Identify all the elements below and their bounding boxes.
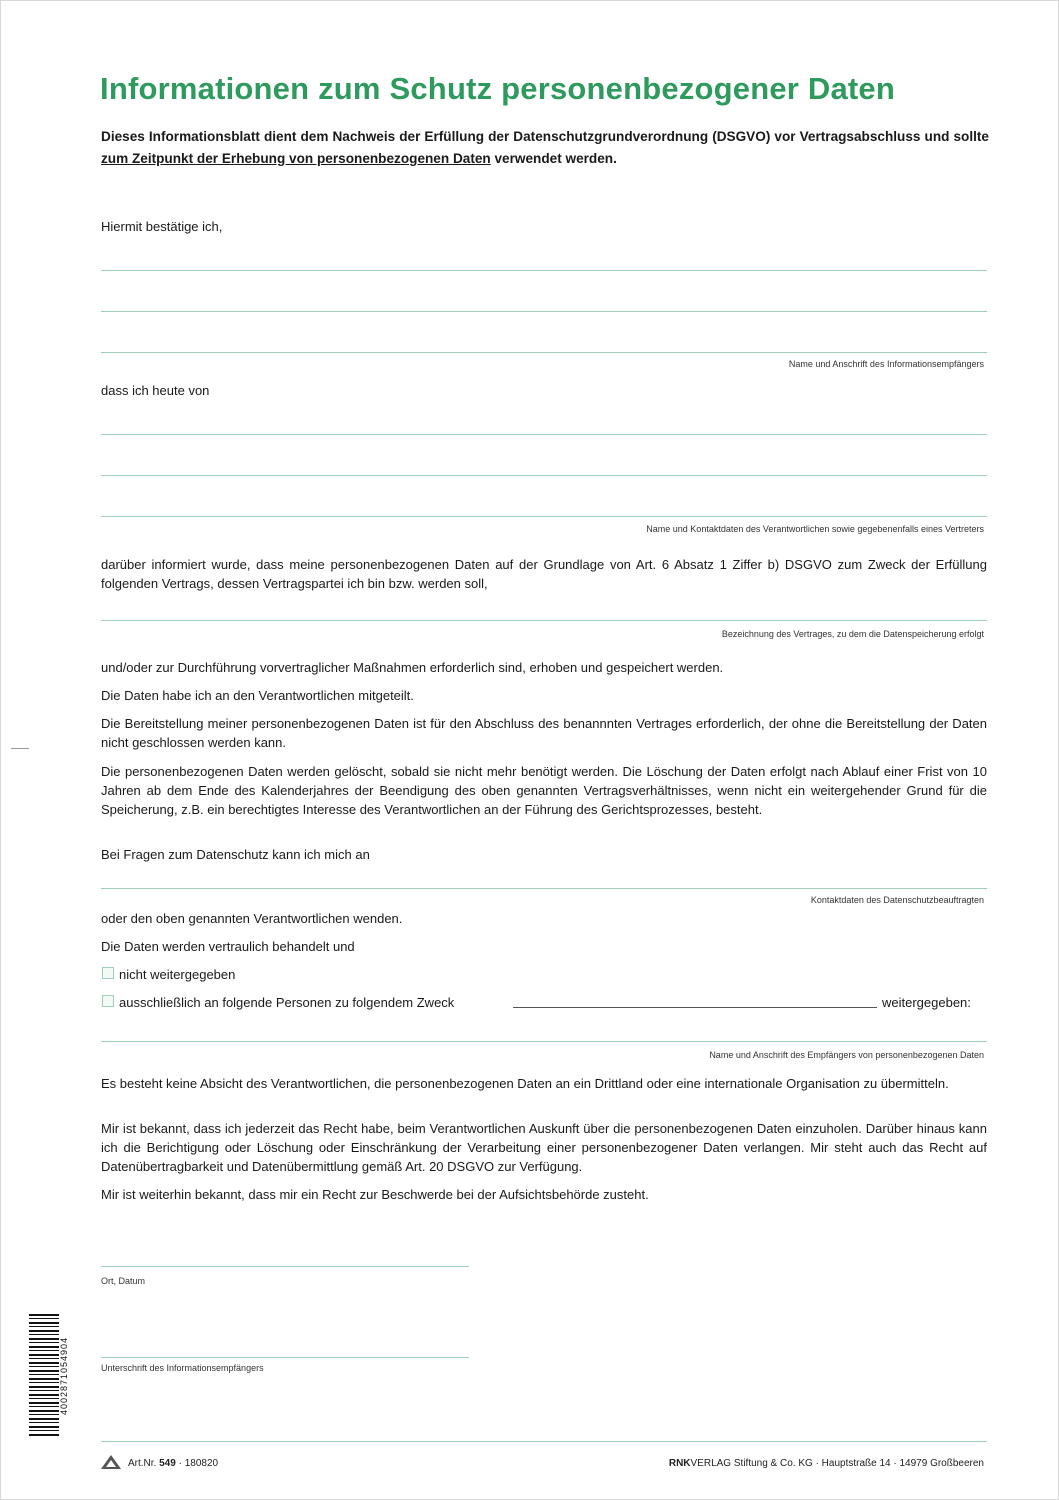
- page-title: Informationen zum Schutz personenbezogener Daten: [100, 71, 896, 106]
- third-party-line[interactable]: [101, 1041, 987, 1042]
- dpo-line[interactable]: [101, 888, 987, 889]
- questions-paragraph: Bei Fragen zum Datenschutz kann ich mich an: [101, 847, 370, 862]
- controller-line-2[interactable]: [101, 475, 987, 476]
- footer-rule: [101, 1441, 987, 1442]
- option-not-shared-checkbox[interactable]: [102, 967, 114, 979]
- controller-caption: Name und Kontaktdaten des Verantwortlichen sowie gegebenenfalls eines Vertreters: [646, 524, 984, 534]
- intro-paragraph: [101, 126, 989, 170]
- controller-line-3[interactable]: [101, 516, 987, 517]
- third-party-caption: Name und Anschrift des Empfängers von personenbezogenen Daten: [709, 1050, 984, 1060]
- confidential-paragraph: Die Daten werden vertraulich behandelt und: [101, 939, 355, 954]
- deletion-paragraph: Die personenbezogenen Daten werden gelöscht, sobald sie nicht mehr benötigt werden. Die Löschung der Daten erfolgt nach Ablauf einer Frist von 10 Jahren ab dem Ende des Kalenderjahres der Beendigung des oben genannten Vertragsverhältnisses, wenn nicht ein weitergehender Grund für die Speicherung, z.B. ein berechtigtes Interesse des Verantwortlichen an der Führung des Gerichtsprozesses, besteht.: [101, 764, 987, 817]
- controller-line-1[interactable]: [101, 434, 987, 435]
- article-number: 549: [159, 1458, 176, 1469]
- informed-paragraph: darüber informiert wurde, dass meine personenbezogenen Daten auf der Grundlage von Art. 6 Absatz 1 Ziffer b) DSGVO zum Zweck der Erfüllung folgenden Vertrags, dessen Vertragspartei ich bin bzw. werden soll,: [101, 557, 987, 591]
- option-not-shared-label: nicht weitergegeben: [119, 967, 236, 982]
- intro-text-underlined: zum Zeitpunkt der Erhebung von personenbezogenen Daten: [101, 151, 491, 166]
- third-country-paragraph: Es besteht keine Absicht des Verantwortlichen, die personenbezogenen Daten an ein Drittland oder eine internationale Organisation zu übermitteln.: [101, 1076, 949, 1091]
- option-shared-label: ausschließlich an folgende Personen zu folgendem Zweck: [119, 995, 455, 1010]
- purpose-input-line[interactable]: [513, 1007, 877, 1008]
- provision-paragraph: Die Bereitstellung meiner personenbezogenen Daten ist für den Abschluss des benannnten Vertrages erforderlich, der ohne die Bereitstellung der Daten nicht geschlossen werden kann.: [101, 716, 987, 750]
- article-code: 180820: [184, 1458, 219, 1469]
- article-label: Art.Nr.: [128, 1458, 157, 1469]
- place-date-line[interactable]: [101, 1266, 469, 1267]
- rights-paragraph: Mir ist bekannt, dass ich jederzeit das Recht habe, beim Verantwortlichen Auskunft über die personenbezogenen Daten einzuholen. Darüber hinaus kann ich die Berichtigung oder Löschung oder Einschränkung der Verarbeitung einer personenbezogener Daten verlangen. Mir steht auch das Recht auf Datenübertragbarkeit und Datenübermittlung gemäß Art. 20 DSGVO zur Verfügung.: [101, 1121, 987, 1174]
- or-controller-paragraph: oder den oben genannten Verantwortlichen wenden.: [101, 911, 403, 926]
- contract-line[interactable]: [101, 620, 987, 621]
- recipient-line-1[interactable]: [101, 270, 987, 271]
- recipient-line-3[interactable]: [101, 352, 987, 353]
- shared-paragraph: Die Daten habe ich an den Verantwortlichen mitgeteilt.: [101, 688, 414, 703]
- fold-mark: [11, 748, 29, 749]
- today-from-label: dass ich heute von: [101, 383, 210, 398]
- publisher-brand: RNK: [668, 1458, 691, 1469]
- recipient-line-2[interactable]: [101, 311, 987, 312]
- contract-caption: Bezeichnung des Vertrages, zu dem die Datenspeicherung erfolgt: [721, 629, 984, 639]
- intro-text-start: Dieses Informationsblatt dient dem Nachweis der Erfüllung der Datenschutzgrundverordnung (DSGVO) vor Vertragsabschluss und sollte: [101, 129, 989, 144]
- dpo-caption: Kontaktdaten des Datenschutzbeauftragten: [810, 895, 984, 905]
- publisher-info: [669, 1458, 984, 1469]
- option-shared-suffix: weitergegeben:: [882, 995, 971, 1010]
- place-date-caption: Ort, Datum: [101, 1276, 146, 1286]
- complaint-paragraph: Mir ist weiterhin bekannt, dass mir ein Recht zur Beschwerde bei der Aufsichtsbehörde zusteht.: [101, 1187, 649, 1202]
- option-shared-checkbox[interactable]: [102, 995, 114, 1007]
- intro-text-end: verwendet werden.: [490, 151, 617, 166]
- signature-line[interactable]: [101, 1357, 469, 1358]
- signature-caption: Unterschrift des Informationsempfängers: [101, 1363, 264, 1373]
- recipient-caption: Name und Anschrift des Informationsempfängers: [788, 359, 984, 369]
- publisher-logo-icon: [101, 1455, 121, 1469]
- barcode-number: 4002871054904: [59, 1314, 73, 1438]
- pre-contract-paragraph: und/oder zur Durchführung vorvertraglicher Maßnahmen erforderlich sind, erhoben und gespeichert werden.: [101, 660, 724, 675]
- confirm-label: Hiermit bestätige ich,: [101, 219, 223, 234]
- article-info: Art.Nr. 549 · 180820: [128, 1458, 219, 1469]
- publisher-address: VERLAG Stiftung & Co. KG · Hauptstraße 14 · 14979 Großbeeren: [690, 1458, 984, 1469]
